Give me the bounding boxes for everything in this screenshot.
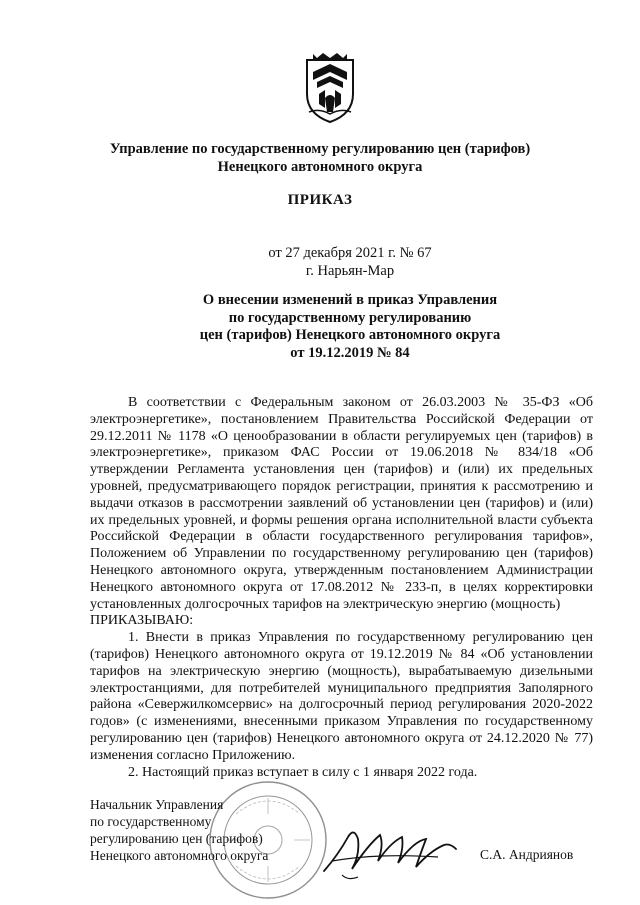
org-line-1: Управление по государственному регулированию цен (тарифов) xyxy=(109,141,531,157)
place-line: г. Нарьян-Мар xyxy=(305,263,395,279)
preamble-paragraph: В соответствии с Федеральным законом от 26.03.2003 № 35-ФЗ «Об электроэнергетике», постановлением Правительства Российской Федерации от 29.12.2011 № 1178 «О ценообразовании в области регулируемых цен (тарифов) в электроэнергетике», приказом ФАС России от 19.06.2018 № 834/18 «Об утверждении Регламента установления цен (тарифов) и (или) их предельных уровней, предусматривающего порядок регистрации, принятия к рассмотрению и выдачи отказов в рассмотрении заявлений об установлении цен (тарифов) и (или) их предельных уровней, и формы решения органа исполнительной власти субъекта Российской Федерации в области государственного регулирования тарифов», Положением об Управлении по государственному регулированию цен (тарифов) Ненецкого автономного округа, утвержденным постановлением Администрации Ненецкого автономного округа от 17.08.2012 № 233-п, в целях корректировки установленных долгосрочных тарифов на электрическую энергию (мощность) xyxy=(90,395,593,612)
handwritten-signature xyxy=(318,815,468,885)
org-line-2: Ненецкого автономного округа xyxy=(217,159,423,175)
issuing-organization xyxy=(0,140,640,176)
signatory-line-3: регулированию цен (тарифов) xyxy=(90,831,263,846)
document-type: ПРИКАЗ xyxy=(287,192,353,208)
signatory-line-1: Начальник Управления xyxy=(90,797,224,812)
date-and-place xyxy=(30,244,640,280)
order-word: ПРИКАЗЫВАЮ: xyxy=(90,613,194,629)
subject-line-1: О внесении изменений в приказ Управления xyxy=(202,292,498,308)
signatory-line-2: по государственному xyxy=(90,814,212,829)
signatory-position xyxy=(90,796,268,864)
document-subject xyxy=(30,292,640,362)
date-line: от 27 декабря 2021 г. № 67 xyxy=(268,245,432,261)
item-1-paragraph: 1. Внести в приказ Управления по государственному регулированию цен (тарифов) Ненецкого автономного округа от 19.12.2019 № 84 «Об установлении тарифов на электрическую энергию (мощность), вырабатываемую дизельными электростанциями, для потребителей муниципального предприятия Заполярного района «Севержилкомсервис» на долгосрочный период регулирования 2020-2022 годов» (с изменениями, внесенными приказом Управления по государственному регулированию цен (тарифов) Ненецкого автономного округа от 24.12.2020 № 77) изменения согласно Приложению. xyxy=(90,630,593,763)
document-body xyxy=(90,395,593,781)
item-2-paragraph: 2. Настоящий приказ вступает в силу с 1 января 2022 года. xyxy=(128,764,478,780)
subject-line-3: цен (тарифов) Ненецкого автономного округа xyxy=(199,327,501,343)
coat-of-arms-emblem xyxy=(303,50,357,124)
signatory-line-4: Ненецкого автономного округа xyxy=(90,848,269,863)
subject-line-4: от 19.12.2019 № 84 xyxy=(290,344,410,361)
subject-line-2: по государственному регулированию xyxy=(228,309,472,326)
signatory-name: С.А. Андриянов xyxy=(480,847,574,862)
